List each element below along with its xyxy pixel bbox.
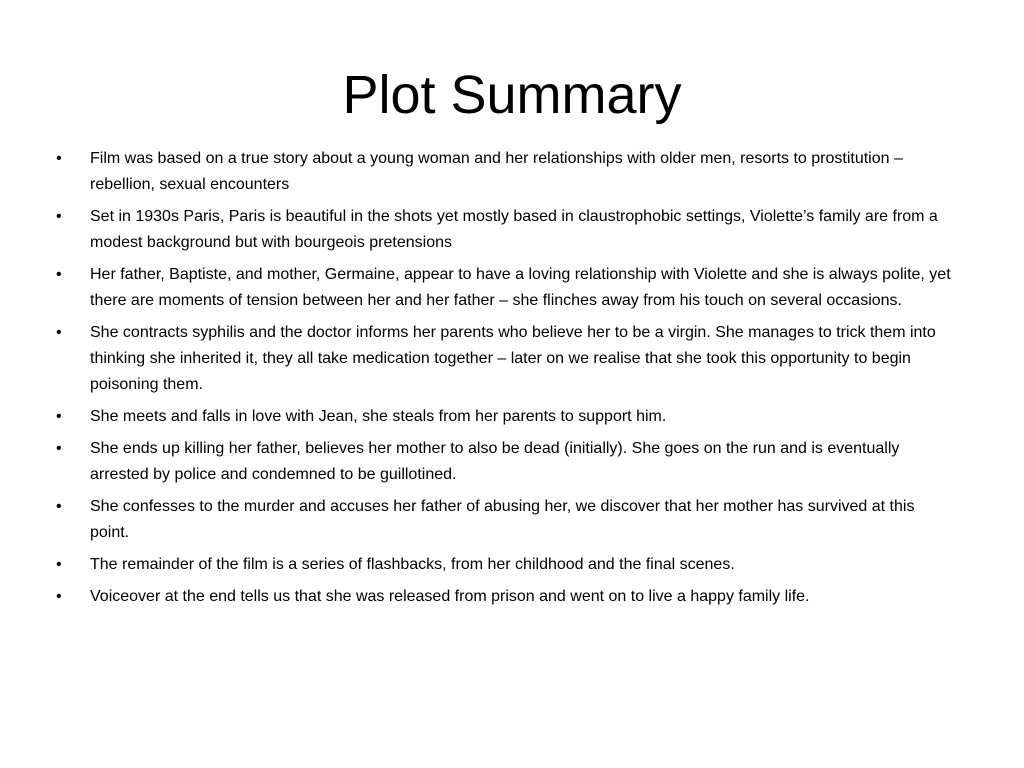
bullet-text: Voiceover at the end tells us that she was released from prison and went on to live a happy family life. (90, 588, 810, 605)
bullet-item (56, 204, 956, 256)
bullet-dot-icon: • (56, 266, 62, 283)
bullet-dot-icon: • (56, 208, 62, 225)
bullet-text: She ends up killing her father, believes her mother to also be dead (initially). She goes on the run and is eventually arrested by police and condemned to be guillotined. (90, 440, 900, 483)
bullet-item (56, 552, 956, 578)
bullet-text: The remainder of the film is a series of flashbacks, from her childhood and the final scenes. (90, 556, 735, 573)
bullet-list (56, 146, 956, 616)
bullet-dot-icon: • (56, 556, 62, 573)
bullet-dot-icon: • (56, 440, 62, 457)
bullet-dot-icon: • (56, 408, 62, 425)
bullet-dot-icon: • (56, 588, 62, 605)
bullet-text: She contracts syphilis and the doctor informs her parents who believe her to be a virgin. She manages to trick them into thinking she inherited it, they all take medication together – later on we realise that she took this opportunity to begin poisoning them. (90, 324, 936, 393)
bullet-text: Film was based on a true story about a young woman and her relationships with older men, resorts to prostitution – rebellion, sexual encounters (90, 150, 903, 193)
bullet-dot-icon: • (56, 498, 62, 515)
bullet-text: She confesses to the murder and accuses her father of abusing her, we discover that her mother has survived at this point. (90, 498, 915, 541)
bullet-item (56, 146, 956, 198)
bullet-dot-icon: • (56, 150, 62, 167)
bullet-item (56, 584, 956, 610)
bullet-item (56, 436, 956, 488)
bullet-item (56, 404, 956, 430)
bullet-item (56, 262, 956, 314)
bullet-item (56, 494, 956, 546)
bullet-text: She meets and falls in love with Jean, she steals from her parents to support him. (90, 408, 667, 425)
bullet-item (56, 320, 956, 398)
slide-title: Plot Summary (342, 65, 682, 125)
bullet-dot-icon: • (56, 324, 62, 341)
bullet-text: Her father, Baptiste, and mother, Germaine, appear to have a loving relationship with Violette and she is always polite, yet there are moments of tension between her and her father – she flinches away from his touch on several occasions. (90, 266, 951, 309)
bullet-text: Set in 1930s Paris, Paris is beautiful in the shots yet mostly based in claustrophobic settings, Violette’s family are from a modest background but with bourgeois pretensions (90, 208, 938, 251)
